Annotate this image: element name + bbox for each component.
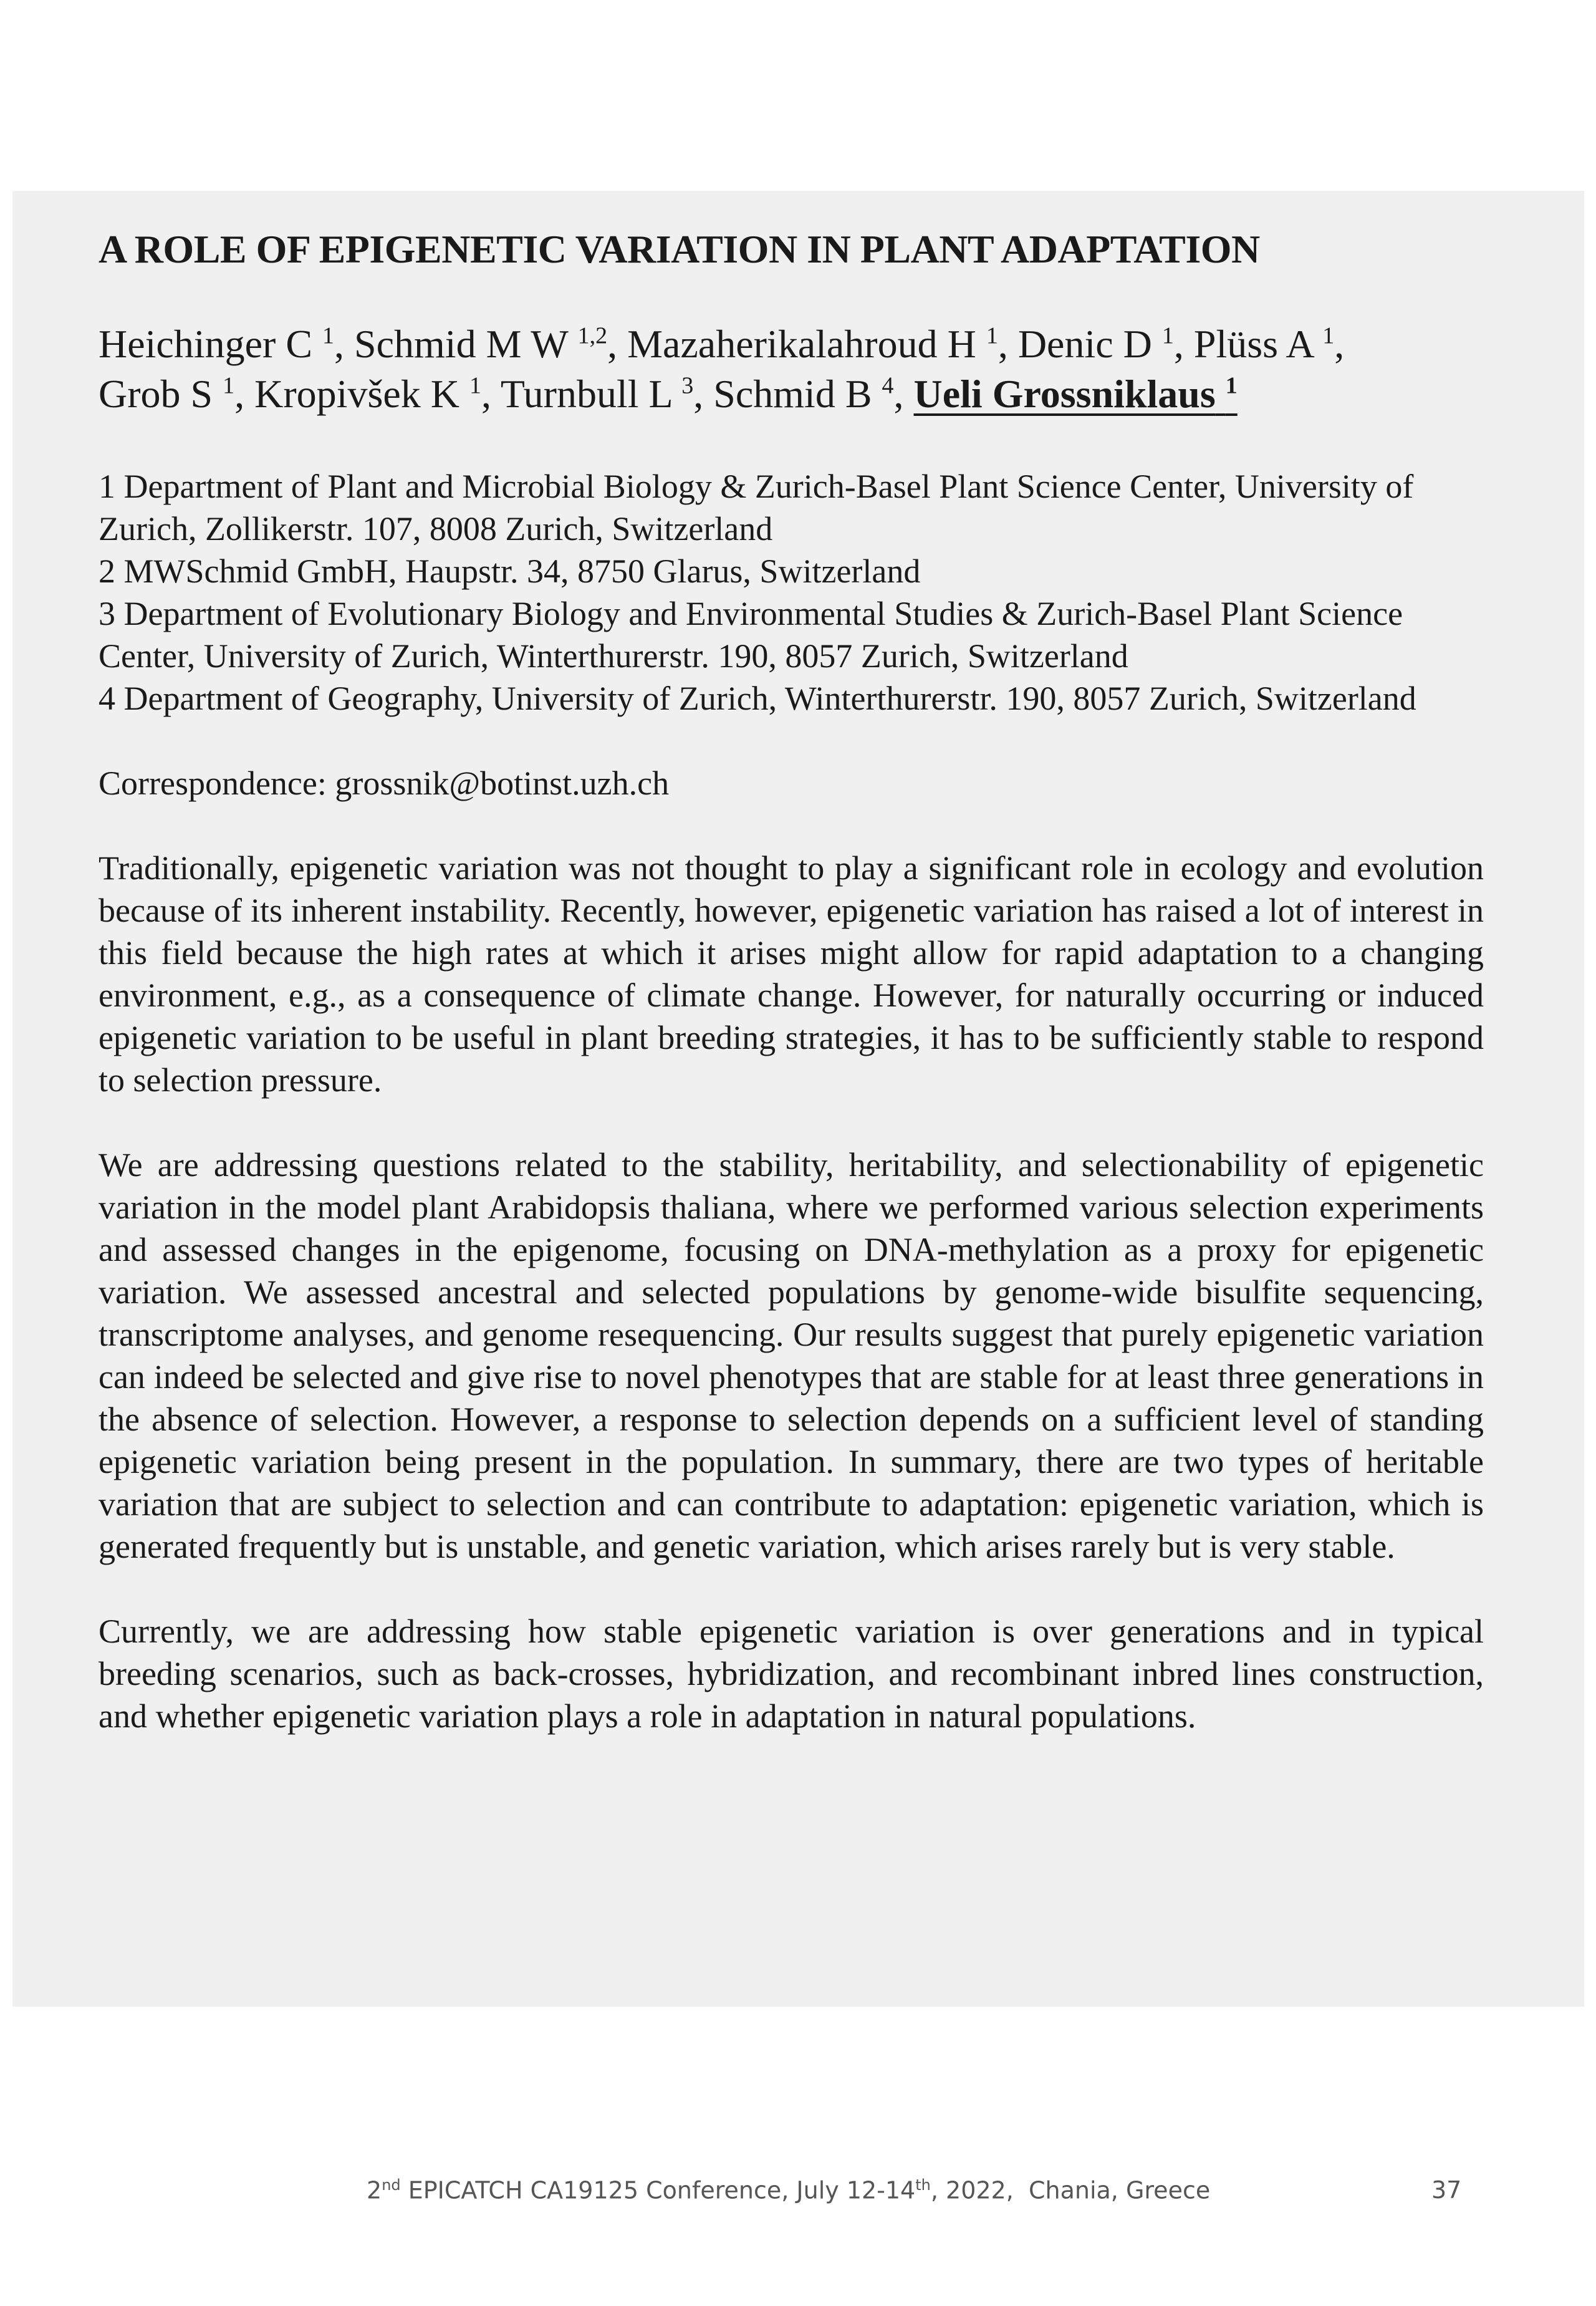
affiliation: 1 Department of Plant and Microbial Biology & Zurich-Basel Plant Science Center, University of Zurich, Zollikerstr. 107, 8008 Zurich, Switzerland [99,468,1414,548]
presenting-author: Ueli Grossniklaus $^1$ [913,372,1238,416]
correspondence: Correspondence: grossnik@botinst.uzh.ch [99,765,670,802]
abstract-title: A ROLE OF EPIGENETIC VARIATION IN PLANT ADAPTATION [99,227,1260,271]
author: Turnbull L $^3$, [500,372,714,416]
conference-info: 2nd EPICATCH CA19125 Conference, July 12-14th, 2022, Chania, Greece [367,2176,1211,2204]
author: Denic D $^1$, [1017,322,1194,366]
abstract-paragraph: We are addressing questions related to the stability, heritability, and selectionability of epigenetic variation in the model plant Arabidopsis thaliana, where we performed various selection experiments and assessed changes in the epigenome, focusing on DNA-methylation as a proxy for epigenetic variation. We assessed ancestral and selected populations by genome-wide bisulfite sequencing, transcriptome analyses, and genome resequencing. Our results suggest that purely epigenetic variation can indeed be selected and give rise to novel phenotypes that are stable for at least three generations in the absence of selection. However, a response to selection depends on a sufficient level of standing epigenetic variation being present in the population. In summary, there are two types of heritable variation that are subject to selection and can contribute to adaptation: epigenetic variation, which is generated frequently but is unstable, and genetic variation, which arises rarely but is very stable. [99,1146,1484,1565]
author: Heichinger C $^1$, [99,322,354,366]
author: Mazaherikalahroud H $^1$, [627,322,1018,366]
page-number: 37 [1431,2176,1462,2204]
affiliation: 2 MWSchmid GmbH, Haupstr. 34, 8750 Glarus, Switzerland [99,552,921,590]
author: Schmid M W $^{1,2}$, [354,322,628,366]
affiliation-list [99,465,1484,720]
abstract-content [99,224,1484,1737]
affiliation: 3 Department of Evolutionary Biology and Environmental Studies & Zurich-Basel Plant Science Center, University of Zurich, Winterthurerstr. 190, 8057 Zurich, Switzerland [99,595,1403,675]
affiliation: 4 Department of Geography, University of Zurich, Winterthurerstr. 190, 8057 Zurich, Switzerland [99,680,1416,717]
abstract-paragraph: Traditionally, epigenetic variation was not thought to play a significant role in ecology and evolution because of its inherent instability. Recently, however, epigenetic variation has raised a lot of interest in this field because the high rates at which it arises might allow for rapid adaptation to a changing environment, e.g., as a consequence of climate change. However, for naturally occurring or induced epigenetic variation to be useful in plant breeding strategies, it has to be sufficiently stable to respond to selection pressure. [99,849,1484,1099]
author: Plüss A $^1$, [1193,322,1345,366]
author: Kropivšek K $^1$, [254,372,501,416]
abstract-paragraph: Currently, we are addressing how stable epigenetic variation is over generations and in typical breeding scenarios, such as back-crosses, hybridization, and recombinant inbred lines construction, and whether epigenetic variation plays a role in adaptation in natural populations. [99,1613,1484,1735]
author: Grob S $^1$, [99,372,255,416]
author-list [99,319,1484,419]
page-footer [0,2176,1596,2207]
author: Schmid B $^4$, [713,372,914,416]
